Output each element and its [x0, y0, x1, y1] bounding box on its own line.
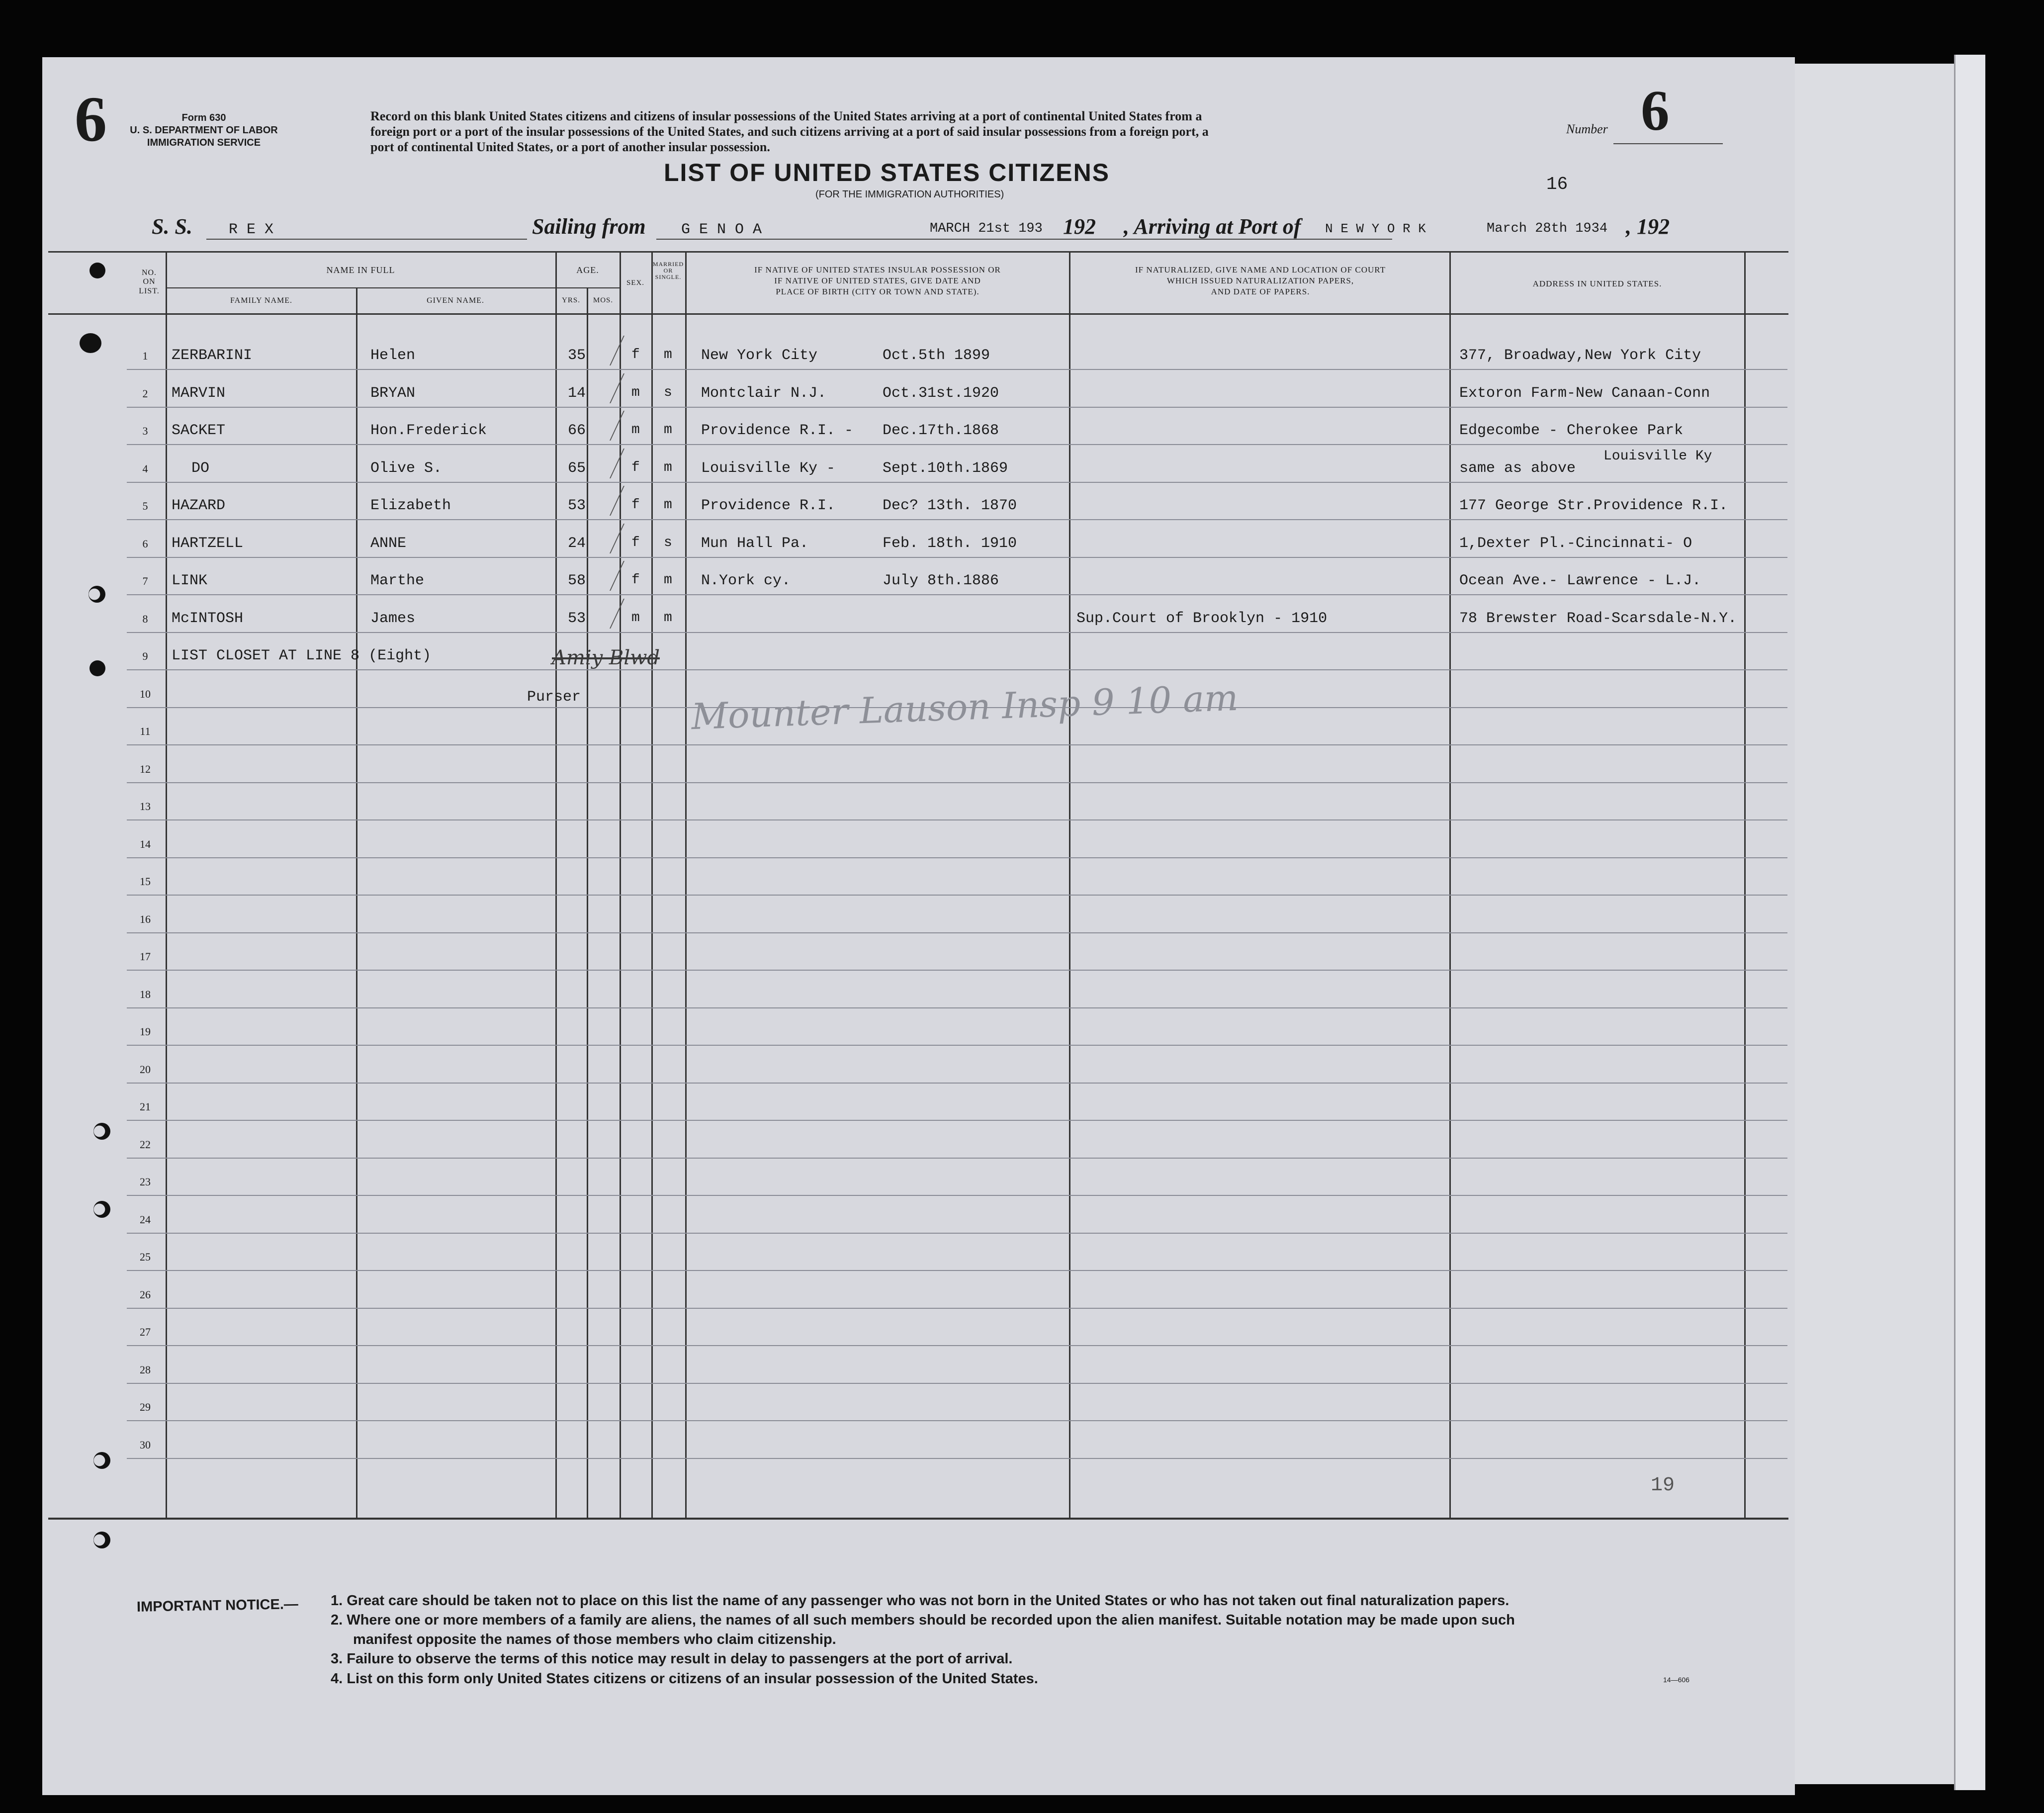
- row-rule: [127, 1458, 1787, 1459]
- col-header-naturalized-2: WHICH ISSUED NATURALIZATION PAPERS,: [1166, 276, 1354, 286]
- col-line-1: [166, 251, 167, 1519]
- table-bottom-border: [48, 1518, 1788, 1520]
- row-rule: [127, 1083, 1787, 1084]
- row-rule: [127, 557, 1787, 558]
- birth-date: Oct.5th 1899: [883, 347, 990, 364]
- ship-name: R E X: [229, 221, 274, 238]
- row-rule: [127, 1007, 1787, 1008]
- col-header-no: [127, 269, 172, 296]
- row-rule: [127, 444, 1787, 445]
- sex: f: [631, 572, 640, 588]
- family-name: LIST CLOSET AT LINE 8 (Eight): [172, 647, 432, 664]
- inspector-note: Mounter Lauson Insp 9 10 am: [690, 676, 1239, 738]
- col-header-age: AGE.: [576, 265, 599, 275]
- address: 78 Brewster Road-Scarsdale-N.Y.: [1459, 610, 1737, 627]
- family-name: SACKET: [172, 422, 226, 439]
- form-code: 14—606: [1663, 1676, 1689, 1684]
- col-header-naturalized-1: IF NATURALIZED, GIVE NAME AND LOCATION OF COURT: [1135, 265, 1386, 274]
- row-rule: [127, 1158, 1787, 1159]
- row-rule: [127, 632, 1787, 633]
- given-name: Marthe: [370, 572, 425, 589]
- sex: m: [631, 385, 640, 400]
- ship-underline: [206, 239, 527, 240]
- sex: f: [631, 497, 640, 513]
- row-number: 27: [140, 1326, 151, 1338]
- arrival-date: March 28th 1934: [1487, 221, 1608, 236]
- binding-hole: [89, 263, 105, 278]
- row-number: 26: [140, 1288, 151, 1301]
- marital-status: m: [664, 610, 672, 626]
- row-number: 9: [142, 650, 148, 662]
- family-name: MARVIN: [172, 385, 226, 402]
- year-printed-2: , 192: [1626, 214, 1670, 239]
- row-rule: [127, 594, 1787, 595]
- arriving-label: , Arriving at Port of: [1124, 214, 1301, 239]
- given-name: Helen: [370, 347, 416, 364]
- col-header-given-name: GIVEN NAME.: [427, 296, 484, 305]
- col-header-yrs: YRS.: [562, 296, 580, 304]
- row-number: 30: [140, 1439, 151, 1451]
- col-header-family-name: FAMILY NAME.: [230, 296, 293, 305]
- row-number: 11: [140, 725, 151, 737]
- marital-status: s: [664, 385, 672, 400]
- family-name: HAZARD: [172, 497, 226, 514]
- row-rule: [127, 782, 1787, 783]
- intro-line-3: port of continental United States, or a port of another insular possession.: [370, 140, 770, 155]
- given-name: BRYAN: [370, 385, 416, 402]
- binding-hole: [93, 1452, 110, 1469]
- row-number: 21: [140, 1100, 151, 1113]
- row-number: 3: [142, 425, 148, 437]
- address: same as above: [1459, 460, 1576, 477]
- corner-number-left: 6: [75, 84, 107, 155]
- notice-item-3: 3. Failure to observe the terms of this notice may result in delay to passengers at the port of arrival.: [331, 1651, 1013, 1667]
- col-line-9: [1449, 251, 1451, 1519]
- row-rule: [127, 1345, 1787, 1346]
- col-header-birth-1: IF NATIVE OF UNITED STATES INSULAR POSSESSION OR: [754, 265, 1001, 274]
- family-name: ZERBARINI: [172, 347, 253, 364]
- given-name: Elizabeth: [370, 497, 451, 514]
- back-page-edge-strip: [1954, 55, 1985, 1790]
- row-number: 18: [140, 988, 151, 1000]
- age-years: 66: [568, 422, 586, 439]
- col-line-5: [620, 251, 621, 1519]
- col-header-address: ADDRESS IN UNITED STATES.: [1532, 279, 1662, 288]
- address: 177 George Str.Providence R.I.: [1459, 497, 1728, 514]
- col-line-6: [651, 251, 653, 1519]
- binding-hole: [80, 333, 101, 353]
- row-number: 29: [140, 1401, 151, 1413]
- purser-signature: Amiy Blwd: [552, 646, 660, 669]
- marital-status: s: [664, 535, 672, 550]
- row-number: 17: [140, 950, 151, 963]
- department: U. S. DEPARTMENT OF LABOR: [130, 125, 278, 136]
- birth-place: Providence R.I.: [701, 497, 836, 514]
- col-header-married-1: MARRIED: [652, 261, 684, 268]
- row-rule: [127, 1420, 1787, 1421]
- row-rule: [127, 519, 1787, 520]
- row-number: 12: [140, 763, 151, 775]
- row-rule: [127, 1045, 1787, 1046]
- birth-date: July 8th.1886: [883, 572, 999, 589]
- sex: f: [631, 460, 640, 475]
- age-years: 24: [568, 535, 586, 552]
- row-number: 6: [142, 538, 148, 550]
- row-number: 25: [140, 1251, 151, 1263]
- marital-status: m: [664, 422, 672, 438]
- marital-status: m: [664, 347, 672, 363]
- sheet-number: 16: [1546, 174, 1568, 194]
- given-name: Hon.Frederick: [370, 422, 487, 439]
- family-name: HARTZELL: [172, 535, 244, 552]
- ss-label: S. S.: [152, 214, 192, 239]
- birth-date: Dec.17th.1868: [883, 422, 999, 439]
- col-header-name-in-full: NAME IN FULL: [326, 265, 395, 275]
- binding-hole: [89, 660, 105, 676]
- row-number: 8: [142, 613, 148, 625]
- row-rule: [127, 1270, 1787, 1271]
- birth-place: Montclair N.J.: [701, 385, 827, 402]
- notice-item-4: 4. List on this form only United States citizens or citizens of an insular possession of the United States.: [331, 1670, 1038, 1687]
- age-years: 14: [568, 385, 586, 402]
- birth-place: Providence R.I. -: [701, 422, 854, 439]
- col-header-sex: SEX.: [626, 279, 645, 287]
- row-number: 5: [142, 500, 148, 512]
- row-number: 10: [140, 688, 151, 700]
- birth-place: Louisville Ky -: [701, 460, 836, 477]
- col-line-8: [1069, 251, 1070, 1519]
- age-years: 53: [568, 610, 586, 627]
- intro-line-1: Record on this blank United States citizens and citizens of insular possessions of the United States arriving at a port of continental United States from a: [370, 109, 1202, 123]
- birth-date: Dec? 13th. 1870: [883, 497, 1017, 514]
- row-number: 13: [140, 800, 151, 813]
- age-years: 35: [568, 347, 586, 364]
- age-years: 65: [568, 460, 586, 477]
- given-name: ANNE: [370, 535, 407, 552]
- form-info: [109, 112, 298, 149]
- address: Ocean Ave.- Lawrence - L.J.: [1459, 572, 1701, 589]
- given-name: James: [370, 610, 416, 627]
- col-header-no-3: LIST.: [139, 286, 160, 295]
- col-header-no-2: ON: [143, 277, 156, 286]
- row-rule: [127, 932, 1787, 933]
- naturalization-court: Sup.Court of Brooklyn - 1910: [1076, 610, 1328, 627]
- sex: f: [631, 535, 640, 550]
- row-number: 15: [140, 875, 151, 888]
- sailing-port: G E N O A: [681, 221, 762, 238]
- page-subtitle: (FOR THE IMMIGRATION AUTHORITIES): [815, 189, 1004, 200]
- row-rule: [127, 970, 1787, 971]
- birth-date: Feb. 18th. 1910: [883, 535, 1017, 552]
- sex: m: [631, 610, 640, 626]
- row-number: 23: [140, 1176, 151, 1188]
- row-number: 28: [140, 1363, 151, 1376]
- row-rule: [127, 1195, 1787, 1196]
- header-bottom-border: [48, 313, 1788, 315]
- row-rule: [127, 1233, 1787, 1234]
- marital-status: m: [664, 497, 672, 513]
- col-header-no-1: NO.: [141, 269, 157, 277]
- row-number: 16: [140, 913, 151, 925]
- number-underline: [1613, 143, 1723, 144]
- sailing-date: MARCH 21st 193: [930, 221, 1043, 236]
- row-number: 4: [142, 462, 148, 475]
- service: IMMIGRATION SERVICE: [147, 137, 261, 148]
- row-number: 24: [140, 1213, 151, 1226]
- row-number: 1: [142, 350, 148, 362]
- age-years: 58: [568, 572, 586, 589]
- family-name: DO: [191, 460, 210, 477]
- form-number: Form 630: [181, 112, 226, 123]
- binding-hole: [93, 1201, 110, 1218]
- sailing-label: Sailing from: [532, 214, 646, 239]
- birth-place: New York City: [701, 347, 818, 364]
- age-years: 53: [568, 497, 586, 514]
- row-rule: [127, 1308, 1787, 1309]
- col-line-4: [587, 287, 588, 1519]
- col-header-naturalized-3: AND DATE OF PAPERS.: [1211, 287, 1310, 297]
- given-name: Olive S.: [370, 460, 443, 477]
- binding-hole: [89, 586, 105, 603]
- notice-item-2: 2. Where one or more members of a family are aliens, the names of all such members should be recorded upon the alien manifest. Suitable notation may be made upon such: [331, 1612, 1515, 1629]
- birth-place: N.York cy.: [701, 572, 791, 589]
- row-rule: [127, 1120, 1787, 1121]
- given-name: Purser: [527, 689, 581, 706]
- page-mark: 19: [1651, 1474, 1675, 1497]
- col-header-birth-3: PLACE OF BIRTH (CITY OR TOWN AND STATE).: [776, 287, 979, 297]
- row-rule: [127, 407, 1787, 408]
- number-label: Number: [1566, 122, 1608, 136]
- address: Edgecombe - Cherokee Park: [1459, 422, 1684, 439]
- notice-heading: IMPORTANT NOTICE.—: [136, 1596, 299, 1615]
- notice-item-2-cont: manifest opposite the names of those members who claim citizenship.: [353, 1632, 836, 1648]
- name-subheader-line: [166, 287, 557, 288]
- row-rule: [127, 669, 1787, 670]
- row-rule: [127, 482, 1787, 483]
- page-title: LIST OF UNITED STATES CITIZENS: [664, 159, 1110, 186]
- binding-hole: [93, 1123, 110, 1140]
- sex: m: [631, 422, 640, 438]
- row-number: 14: [140, 838, 151, 850]
- address: 377, Broadway,New York City: [1459, 347, 1701, 364]
- family-name: LINK: [172, 572, 208, 589]
- notice-item-1: 1. Great care should be taken not to place on this list the name of any passenger who was not born in the United States or who has not taken out final naturalization papers.: [331, 1593, 1510, 1609]
- col-header-married-2: OR SINGLE.: [655, 267, 682, 281]
- age-subheader-line: [555, 287, 621, 288]
- row-rule: [127, 744, 1787, 745]
- notice-items: [331, 1591, 1763, 1689]
- table-top-border: [48, 251, 1788, 253]
- sex: f: [631, 347, 640, 363]
- col-header-mos: MOS.: [593, 296, 614, 304]
- col-line-2: [356, 287, 357, 1519]
- col-header-married: [651, 261, 685, 281]
- row-number: 7: [142, 575, 148, 587]
- year-printed-1: 192: [1063, 214, 1096, 239]
- address-continuation: Louisville Ky: [1603, 449, 1712, 464]
- birth-date: Oct.31st.1920: [883, 385, 999, 402]
- row-number: 19: [140, 1025, 151, 1038]
- col-header-birth-2: IF NATIVE OF UNITED STATES, GIVE DATE AND: [774, 276, 981, 286]
- col-header-naturalized: [1071, 265, 1449, 297]
- row-rule: [127, 895, 1787, 896]
- address: 1,Dexter Pl.-Cincinnati- O: [1459, 535, 1692, 552]
- row-rule: [127, 369, 1787, 370]
- row-rule: [127, 819, 1787, 820]
- intro-line-2: foreign port or a port of the insular possessions of the United States, and such citizens arriving at a port of said insular possessions from a foreign port, a: [370, 124, 1209, 139]
- col-header-birth: [689, 265, 1066, 297]
- family-name: McINTOSH: [172, 610, 244, 627]
- row-number: 2: [142, 387, 148, 400]
- arrival-port: N E W Y O R K: [1325, 221, 1426, 236]
- manifest-page: [42, 57, 1795, 1795]
- row-number: 22: [140, 1138, 151, 1151]
- row-rule: [127, 1383, 1787, 1384]
- marital-status: m: [664, 460, 672, 475]
- corner-number-right: 6: [1641, 79, 1670, 142]
- col-line-10: [1744, 251, 1746, 1519]
- col-line-7: [685, 251, 687, 1519]
- birth-place: Mun Hall Pa.: [701, 535, 809, 552]
- binding-hole: [93, 1532, 110, 1548]
- address: Extoron Farm-New Canaan-Conn: [1459, 385, 1710, 402]
- birth-date: Sept.10th.1869: [883, 460, 1008, 477]
- intro-text: [370, 108, 1499, 155]
- marital-status: m: [664, 572, 672, 588]
- col-line-3: [555, 251, 557, 1519]
- row-number: 20: [140, 1063, 151, 1076]
- row-rule: [127, 857, 1787, 858]
